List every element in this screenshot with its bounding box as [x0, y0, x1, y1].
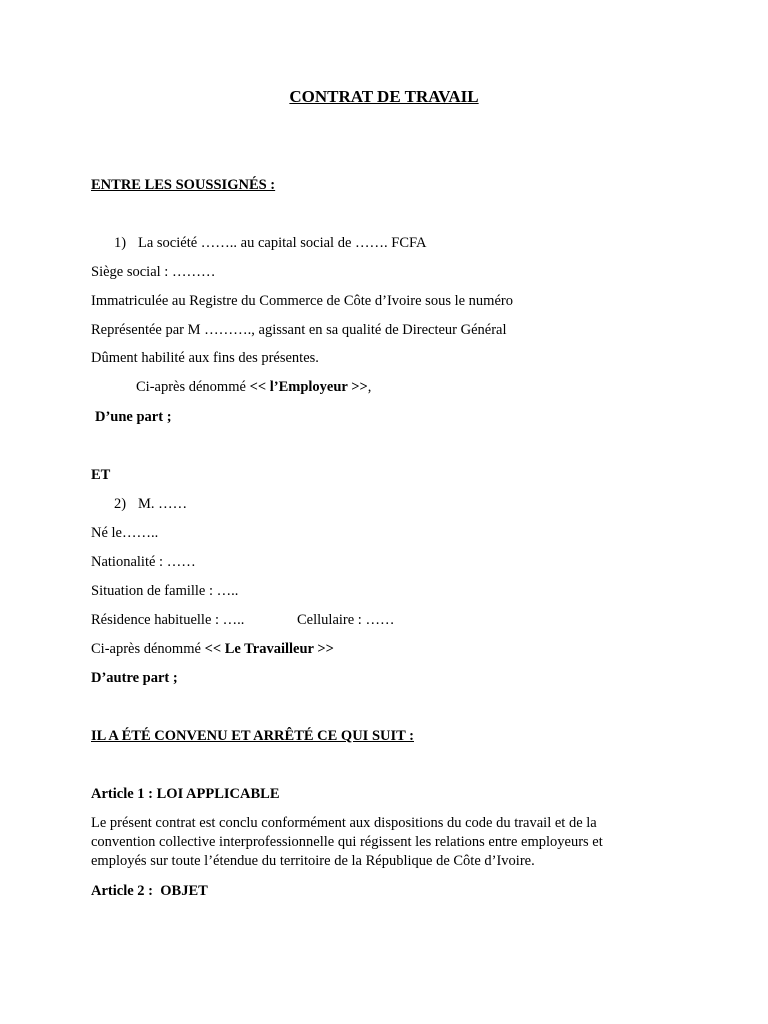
employer-authorized: Dûment habilité aux fins des présentes.: [91, 350, 319, 366]
article2-heading: Article 2 : OBJET: [91, 883, 208, 899]
employer-designation-name: << l’Employeur >>: [249, 379, 368, 395]
employer-registry: Immatriculée au Registre du Commerce de Côte d’Ivoire sous le numéro: [91, 293, 513, 309]
article1-heading: Article 1 : LOI APPLICABLE: [91, 786, 280, 802]
worker-name-line: M. ……: [138, 496, 188, 512]
worker-born: Né le……..: [91, 525, 159, 541]
employer-siege: Siège social : ………: [91, 264, 216, 280]
worker-designation-name: << Le Travailleur >>: [204, 641, 334, 657]
employer-designation-suffix: ,: [367, 379, 372, 395]
agreed-heading: IL A ÉTÉ CONVENU ET ARRÊTÉ CE QUI SUIT :: [91, 728, 414, 744]
employer-company-line: La société …….. au capital social de ……. FCFA: [138, 235, 427, 251]
parties-heading: ENTRE LES SOUSSIGNÉS :: [91, 177, 276, 193]
worker-cellulaire: Cellulaire : ……: [297, 612, 395, 628]
worker-designation: [91, 640, 334, 658]
employer-part: D’une part ;: [95, 409, 172, 425]
employer-designation: [136, 378, 371, 396]
worker-designation-prefix: Ci-après dénommé: [91, 641, 205, 657]
worker-part: D’autre part ;: [91, 670, 178, 686]
document-title: CONTRAT DE TRAVAIL: [289, 87, 479, 106]
article1-line3: employés sur toute l’étendue du territoire de la République de Côte d’Ivoire.: [91, 853, 535, 869]
worker-family: Situation de famille : …..: [91, 583, 239, 599]
employer-designation-prefix: Ci-après dénommé: [136, 379, 250, 395]
article1-body: [91, 814, 651, 871]
article1-line1: Le présent contrat est conclu conformément aux dispositions du code du travail et de la: [91, 815, 597, 831]
employer-represented: Représentée par M ………., agissant en sa qualité de Directeur Général: [91, 322, 507, 338]
worker-residence: Résidence habituelle : …..: [91, 612, 245, 628]
et-label: ET: [91, 467, 111, 483]
worker-number: 2): [114, 496, 127, 512]
worker-nationality: Nationalité : ……: [91, 554, 196, 570]
employer-number: 1): [114, 235, 127, 251]
article1-line2: convention collective interprofessionnelle qui régissent les relations entre employeurs et: [91, 834, 603, 850]
